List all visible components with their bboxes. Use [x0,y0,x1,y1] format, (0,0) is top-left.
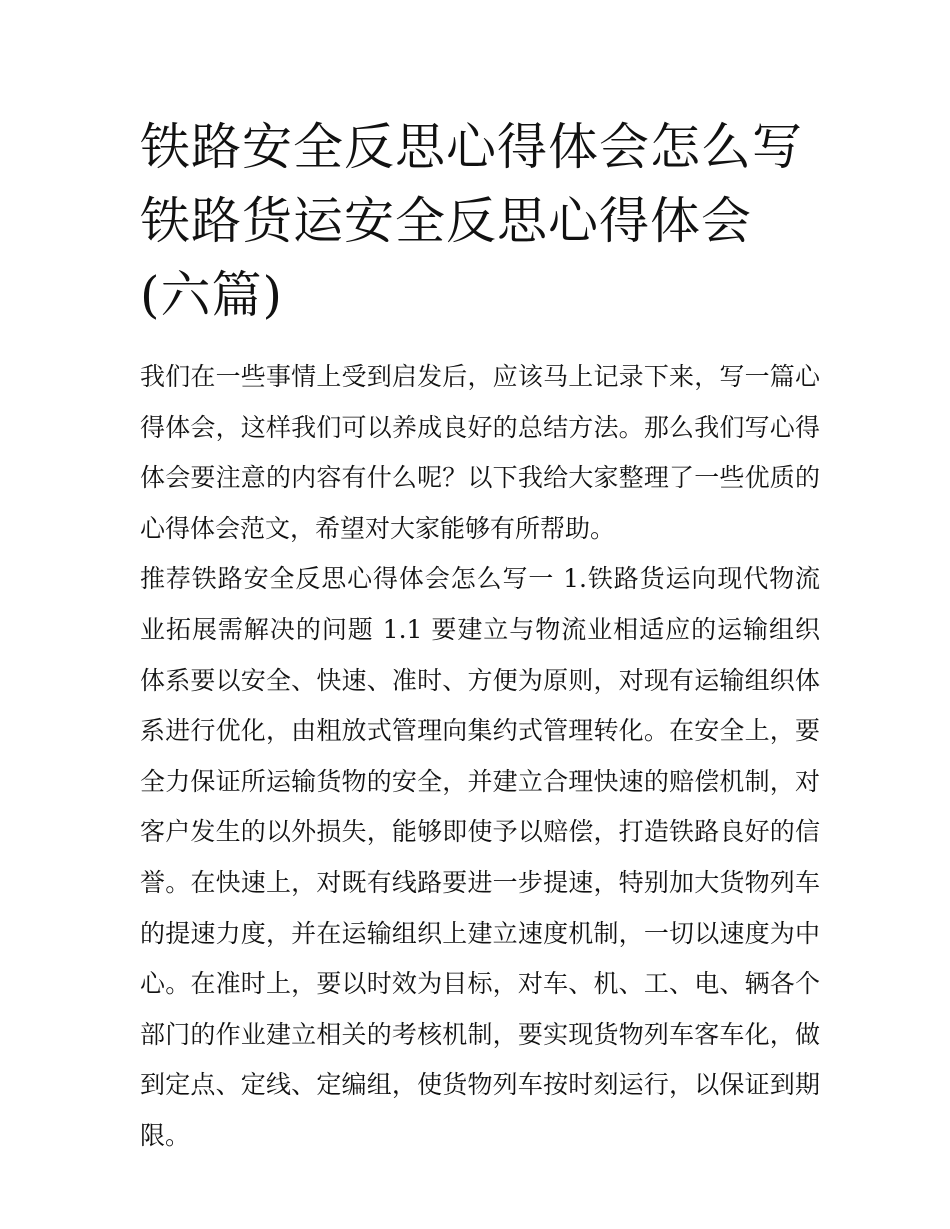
document-title: 铁路安全反思心得体会怎么写铁路货运安全反思心得体会(六篇) [140,118,803,324]
intro-paragraph: 我们在一些事情上受到启发后，应该马上记录下来，写一篇心得体会，这样我们可以养成良好的总结方法。那么我们写心得体会要注意的内容有什么呢？以下我给大家整理了一些优质的心得体会范文，希望对大家能够有所帮助。 [140,362,820,543]
document-body [140,352,820,1162]
body-paragraph: 推荐铁路安全反思心得体会怎么写一 1.铁路货运向现代物流业拓展需解决的问题 1.1 要建立与物流业相适应的运输组织体系要以安全、快速、准时、方便为原则，对现有运输组织体系进行优化，由粗放式管理向集约式管理转化。在安全上，要全力保证所运输货物的安全，并建立合理快速的赔偿机制，对客户发生的以外损失，能够即使予以赔偿，打造铁路良好的信誉。在快速上，对既有线路要进一步提速，特别加大货物列车的提速力度，并在运输组织上建立速度机制，一切以速度为中心。在准时上，要以时效为目标，对车、机、工、电、辆各个部门的作业建立相关的考核机制，要实现货物列车客车化，做到定点、定线、定编组，使货物列车按时刻运行，以保证到期限。 [140,564,820,1150]
